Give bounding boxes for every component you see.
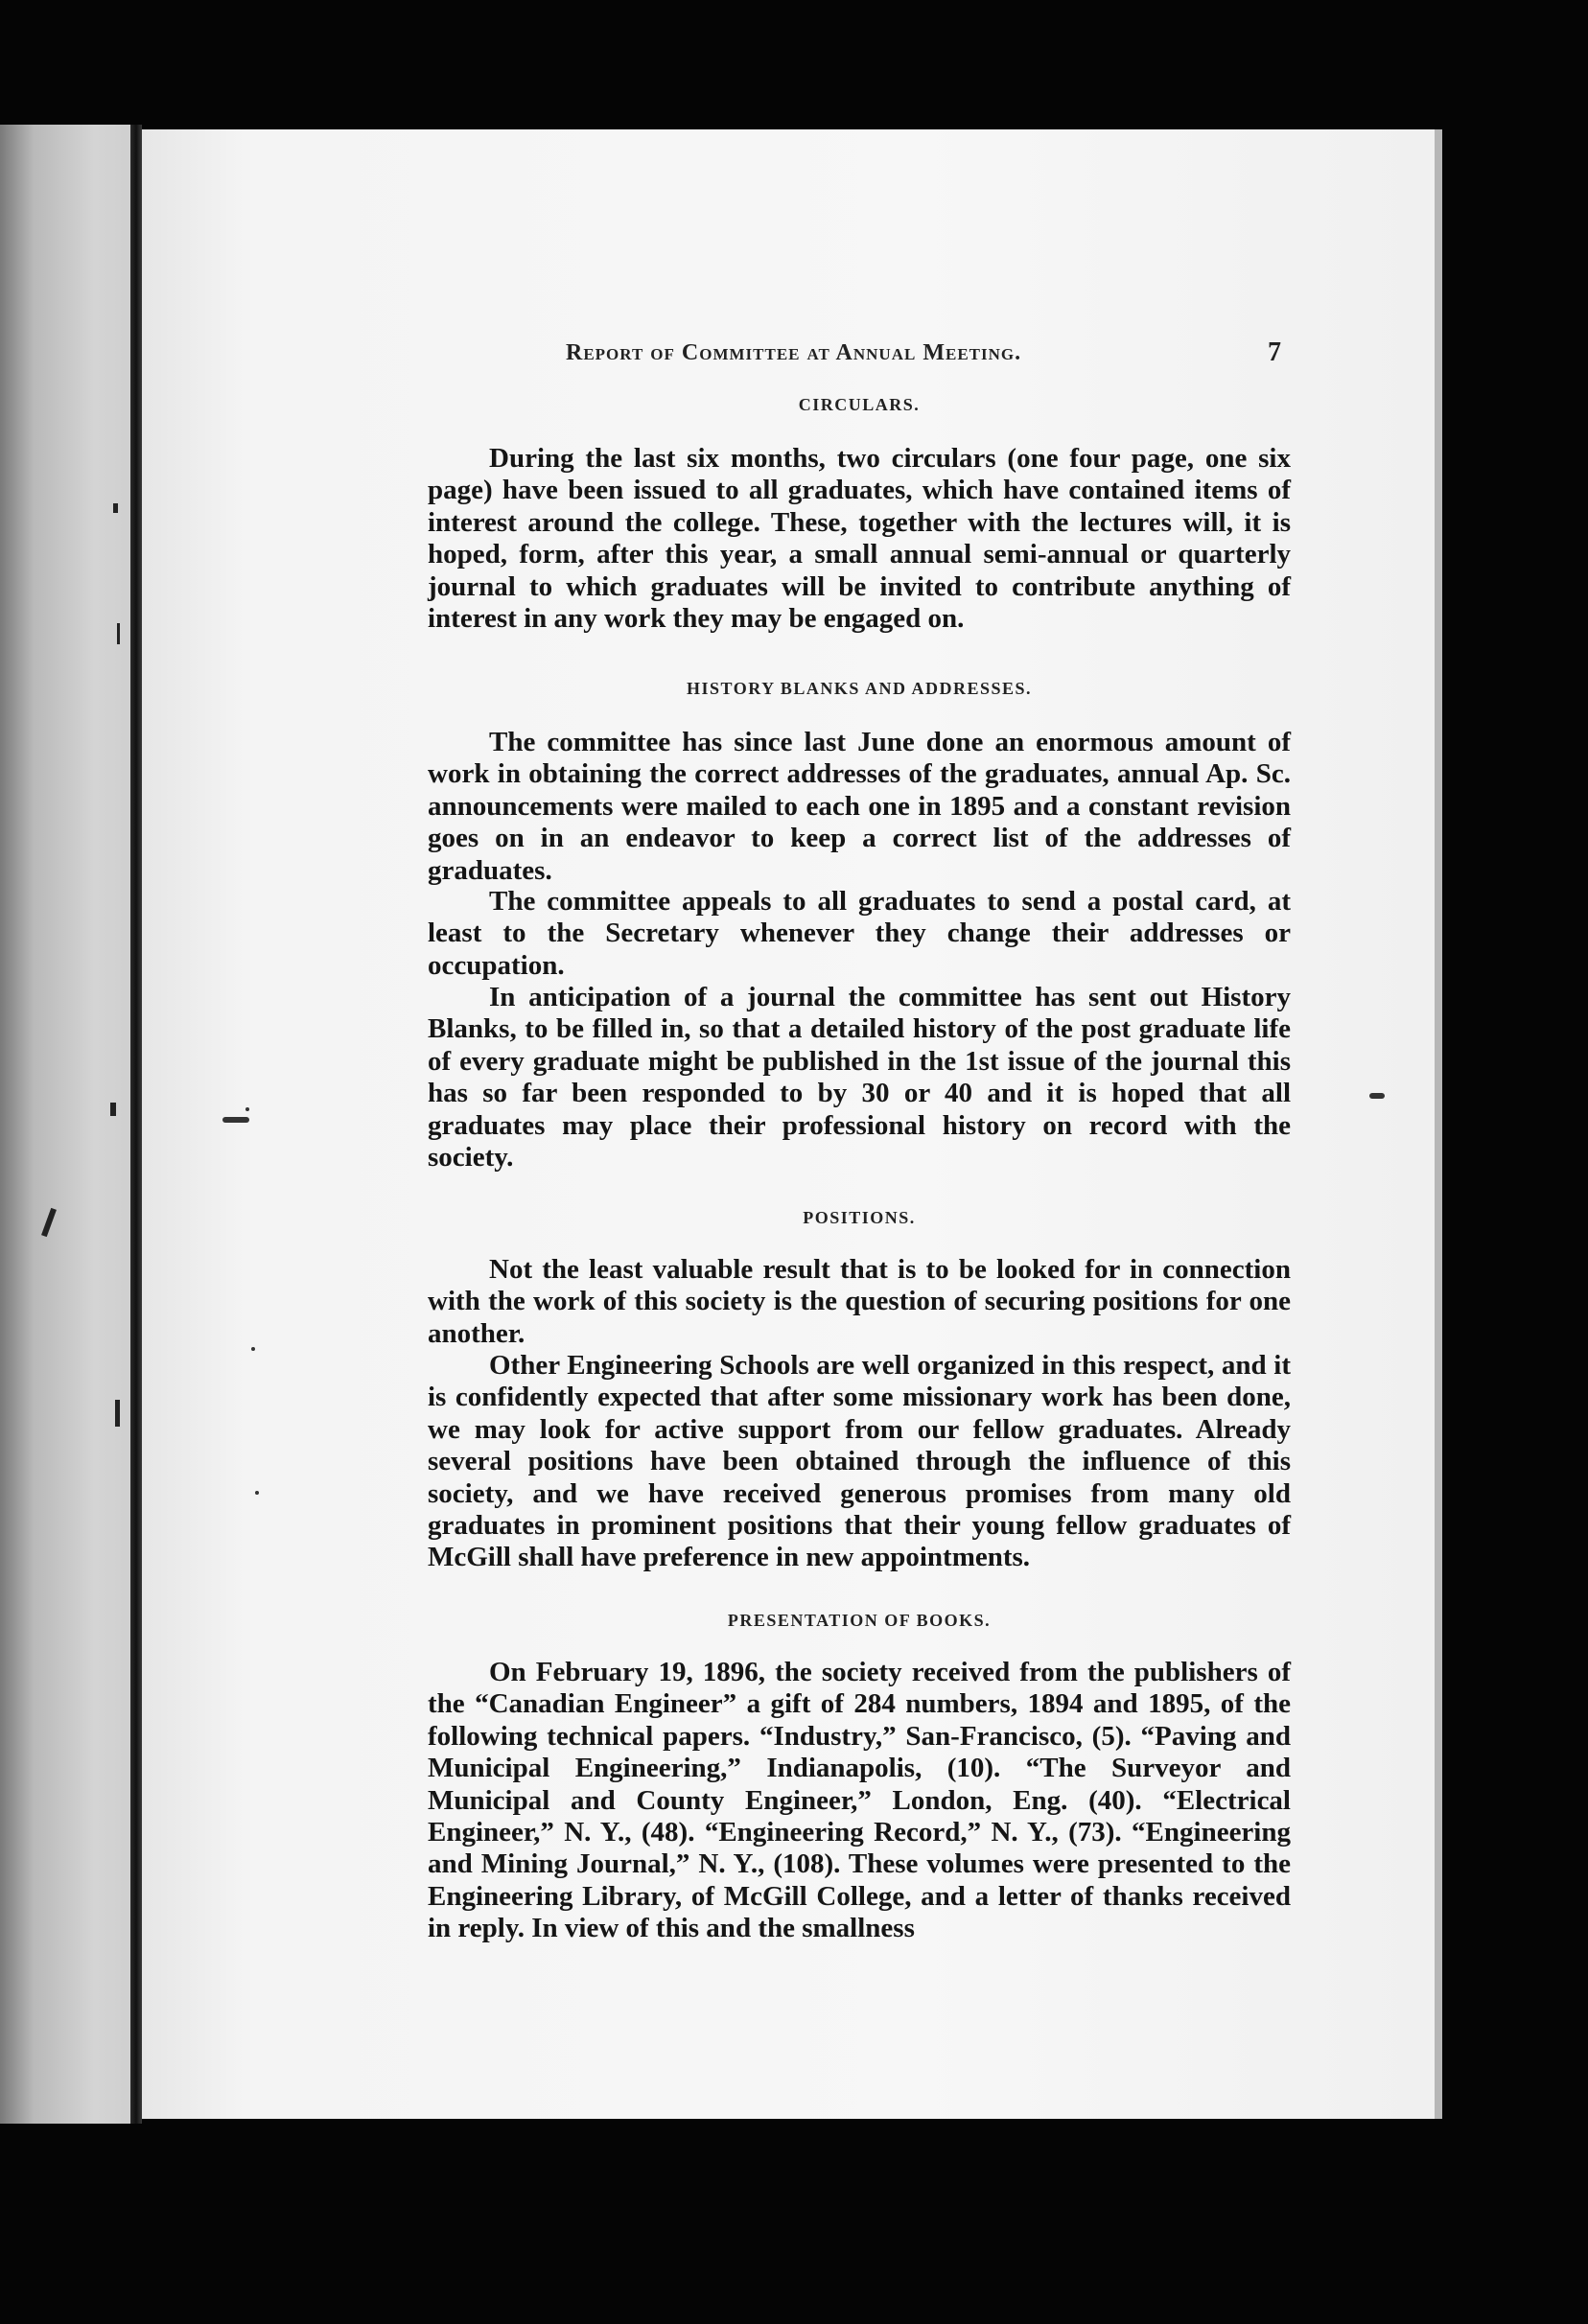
speck	[245, 1107, 249, 1111]
paragraph: The committee has since last June done an enormous amount of work in obtaining the correct addresses of the graduates, annual Ap. Sc. announcements were mailed to each one in 1895 and a constant revision goes on in an endeavor to keep a correct list of the addresses of graduates.	[428, 727, 1291, 886]
paragraph: During the last six months, two circulars (one four page, one six page) have been issued to all graduates, which have contained items of interest around the college. These, together with the lectures will, it is hoped, form, after this year, a small annual semi-annual or quarterly journal to which graduates will be invited to contribute anything of interest in any work they may be engaged on.	[428, 443, 1291, 635]
paragraph: On February 19, 1896, the society received from the publishers of the “Canadian Engineer” a gift of 284 numbers, 1894 and 1895, of the following technical papers. “Industry,” San-Francisco, (5). “Paving and Municipal Engineering,” Indianapolis, (10). “The Surveyor and Municipal and County Engineer,” London, Eng. (40). “Electrical Engineer,” N. Y., (48). “Engineering Record,” N. Y., (73). “Engineering and Mining Journal,” N. Y., (108). These volumes were presented to the Engineering Library, of McGill College, and a letter of thanks received in reply. In view of this and the smallness	[428, 1657, 1291, 1944]
speck	[117, 623, 120, 644]
speck	[41, 1208, 57, 1237]
section-heading-circulars: CIRCULARS.	[798, 395, 921, 414]
paragraph: Not the least valuable result that is to be looked for in connection with the work of this society is the question of securing positions for one another.	[428, 1254, 1291, 1349]
section-heading-presentation-of-books: PRESENTATION OF BOOKS.	[727, 1611, 992, 1630]
speck	[255, 1491, 259, 1495]
speck	[113, 503, 118, 513]
page-edge	[1435, 129, 1442, 2119]
speck	[1369, 1093, 1385, 1099]
page-number: 7	[1268, 337, 1281, 367]
facing-page-edge	[0, 125, 134, 2124]
speck	[251, 1347, 255, 1351]
running-head: Report of Committee at Annual Meeting.	[566, 340, 1022, 365]
speck	[110, 1103, 116, 1116]
paragraph: The committee appeals to all graduates to send a postal card, at least to the Secretary whenever they change their addresses or occupation.	[428, 886, 1291, 981]
section-heading-positions: POSITIONS.	[803, 1208, 916, 1227]
speck	[115, 1400, 120, 1427]
paragraph: Other Engineering Schools are well organized in this respect, and it is confidently expected that after some missionary work has been done, we may look for active support from our fellow graduates. Already several positions have been obtained through the influence of this society, and we have received generous promises from many old graduates in prominent positions that their young fellow graduates of McGill shall have preference in new appointments.	[428, 1350, 1291, 1573]
section-heading-history-blanks: HISTORY BLANKS AND ADDRESSES.	[687, 679, 1032, 698]
page-gutter	[130, 125, 142, 2124]
paragraph: In anticipation of a journal the committee has sent out History Blanks, to be filled in, so that a detailed history of the post graduate life of every graduate might be published in the 1st issue of the journal this has so far been responded to by 30 or 40 and it is hoped that all graduates may place their professional history on record with the society.	[428, 982, 1291, 1174]
speck	[222, 1117, 249, 1123]
